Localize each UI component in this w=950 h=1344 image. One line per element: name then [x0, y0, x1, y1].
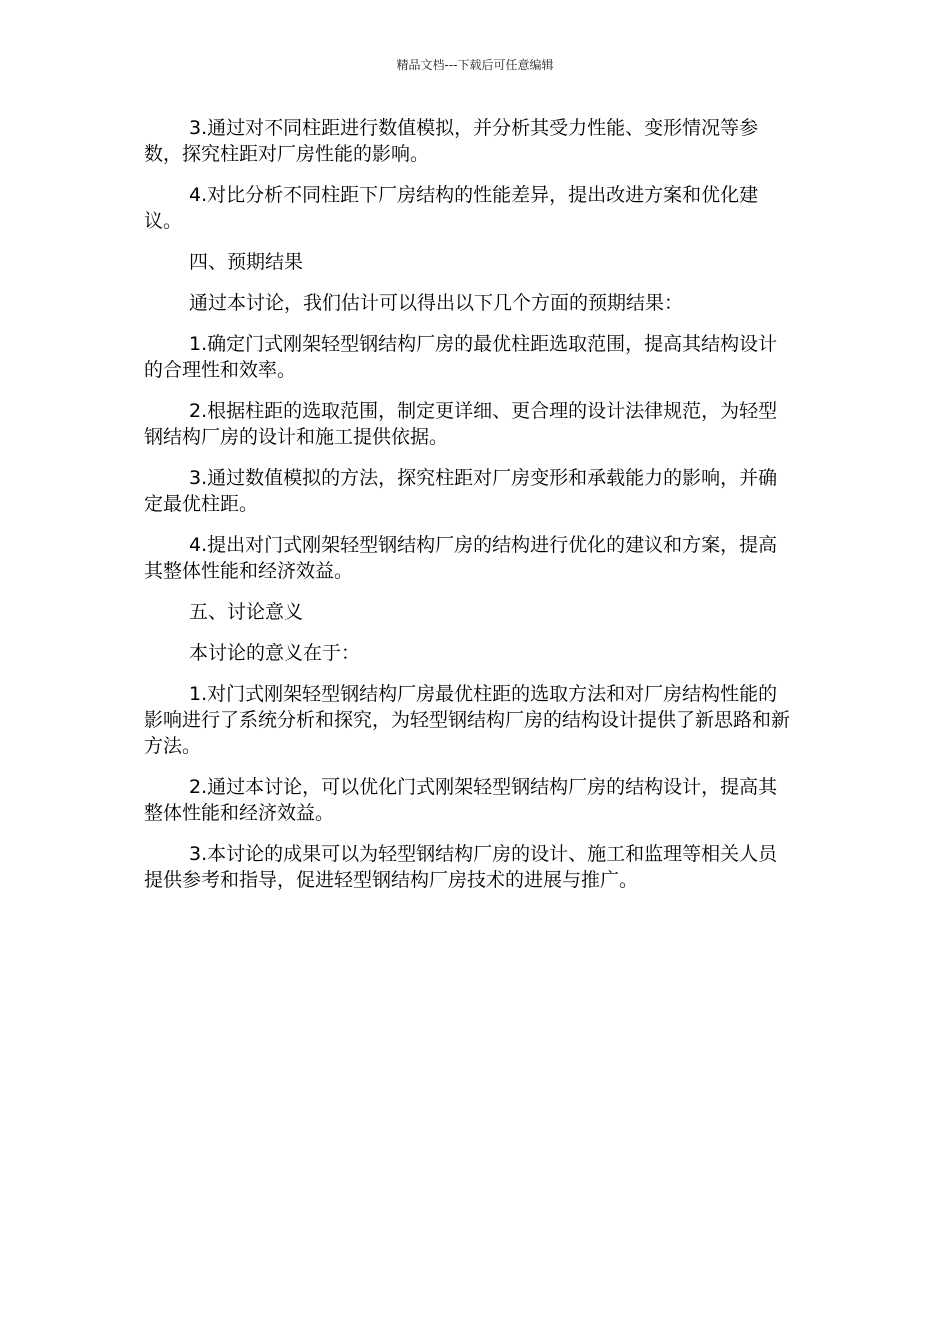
paragraph-method-4: 4.对比分析不同柱距下厂房结构的性能差异，提出改进方案和优化建议。	[144, 184, 759, 232]
paragraph-significance-3: 3.本讨论的成果可以为轻型钢结构厂房的设计、施工和监理等相关人员提供参考和指导，促进轻型钢结构厂房技术的进展与推广。	[144, 843, 778, 891]
paragraph-expected-2: 2.根据柱距的选取范围，制定更详细、更合理的设计法律规范，为轻型钢结构厂房的设计和施工提供依据。	[144, 400, 778, 448]
paragraph-significance-intro: 本讨论的意义在于：	[189, 642, 361, 664]
paragraph-significance-2: 2.通过本讨论，可以优化门式刚架轻型钢结构厂房的结构设计，提高其整体性能和经济效益。	[144, 776, 778, 824]
page-header: 精品文档---下载后可任意编辑	[396, 58, 554, 72]
paragraph-significance-1: 1.对门式刚架轻型钢结构厂房最优柱距的选取方法和对厂房结构性能的影响进行了系统分析和探究，为轻型钢结构厂房的结构设计提供了新思路和新方法。	[144, 683, 791, 757]
section-heading-significance: 五、讨论意义	[189, 601, 304, 623]
paragraph-expected-intro: 通过本讨论，我们估计可以得出以下几个方面的预期结果：	[189, 292, 684, 314]
paragraph-expected-4: 4.提出对门式刚架轻型钢结构厂房的结构进行优化的建议和方案，提高其整体性能和经济效益。	[144, 534, 778, 582]
section-heading-expected-results: 四、预期结果	[189, 251, 304, 273]
document-body	[144, 115, 792, 908]
paragraph-method-3: 3.通过对不同柱距进行数值模拟，并分析其受力性能、变形情况等参数，探究柱距对厂房性能的影响。	[144, 117, 759, 165]
paragraph-expected-3: 3.通过数值模拟的方法，探究柱距对厂房变形和承载能力的影响，并确定最优柱距。	[144, 467, 778, 515]
paragraph-expected-1: 1.确定门式刚架轻型钢结构厂房的最优柱距选取范围，提高其结构设计的合理性和效率。	[144, 333, 778, 381]
